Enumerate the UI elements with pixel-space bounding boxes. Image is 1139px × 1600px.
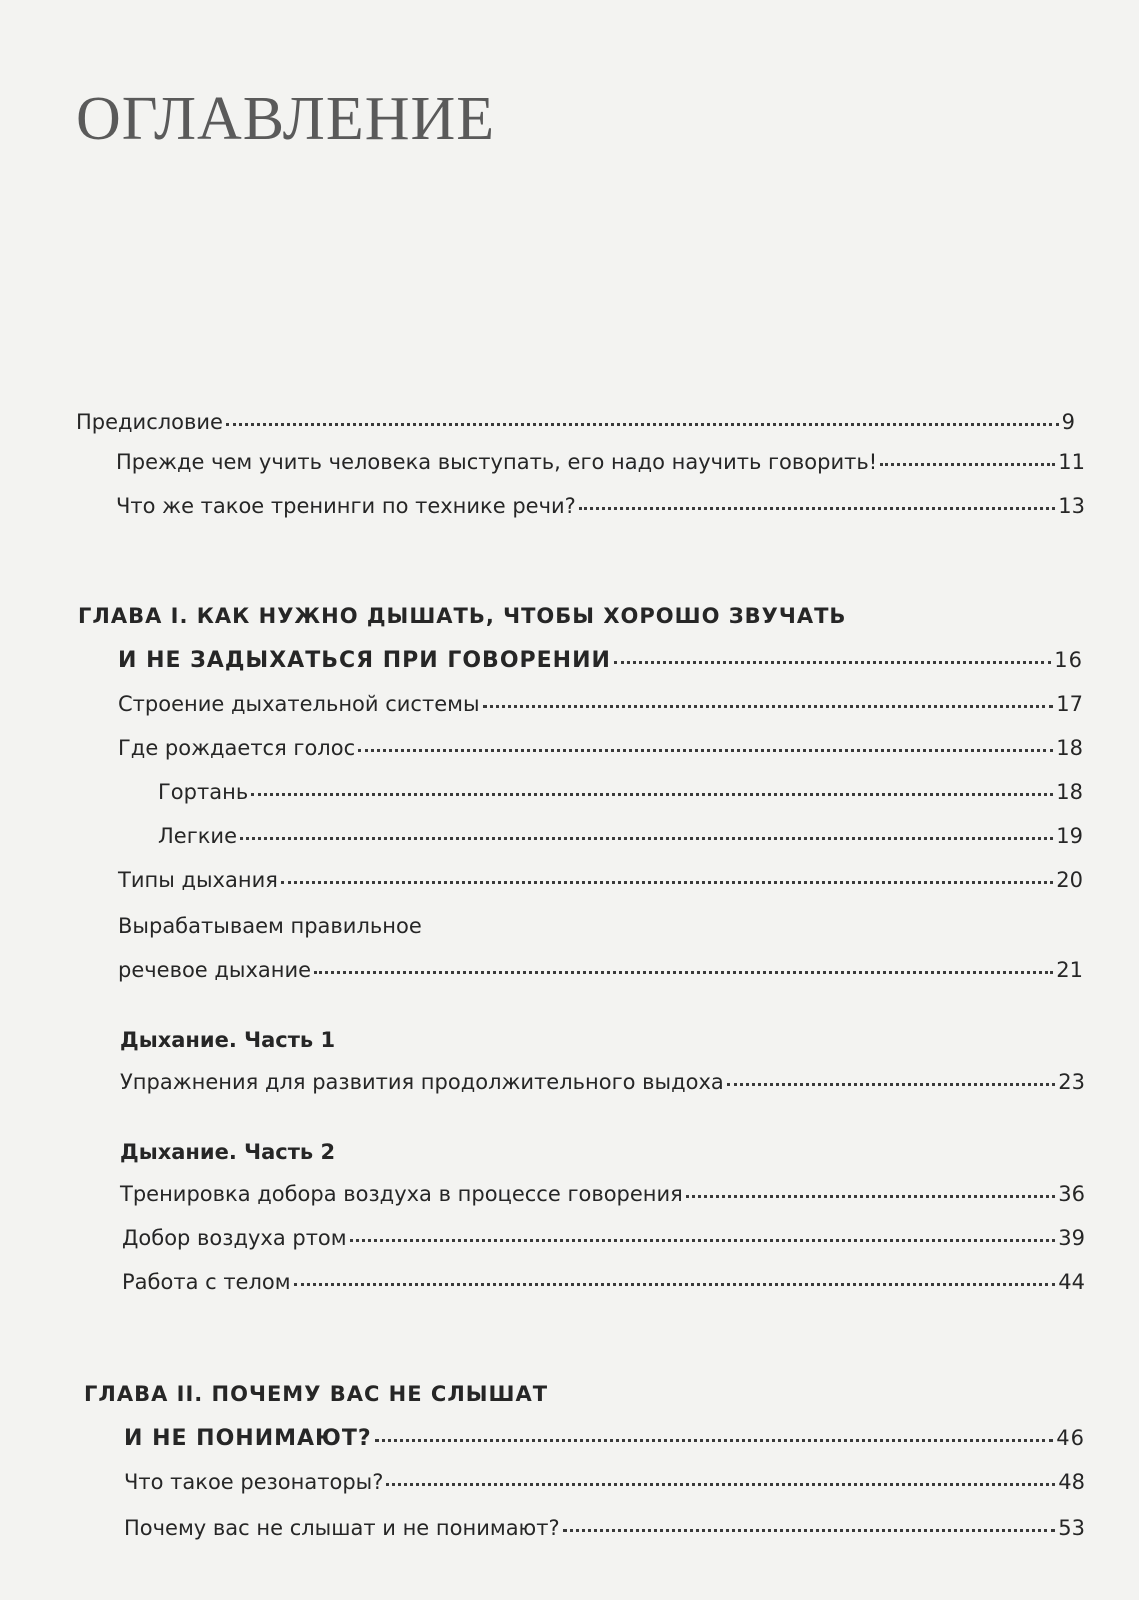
- toc-entry: [124, 1518, 1085, 1539]
- toc-page-number: 46: [1056, 1426, 1085, 1450]
- toc-page-number: 36: [1058, 1182, 1085, 1206]
- dot-leader: [314, 971, 1053, 974]
- chapter-heading-line1: ГЛАВА I. КАК НУЖНО ДЫШАТЬ, ЧТОБЫ ХОРОШО ЗВУЧАТЬ: [78, 604, 847, 628]
- dot-leader: [281, 881, 1053, 884]
- chapter-heading-line2: И НЕ ЗАДЫХАТЬСЯ ПРИ ГОВОРЕНИИ: [118, 648, 611, 673]
- dot-leader: [226, 423, 1059, 426]
- toc-page-number: 18: [1056, 780, 1083, 804]
- toc-entry-label: Легкие: [158, 824, 237, 848]
- dot-leader: [358, 749, 1053, 752]
- toc-entry-label-line2: речевое дыхание: [118, 958, 312, 982]
- toc-entry-label: Добор воздуха ртом: [122, 1226, 347, 1250]
- toc-entry: [120, 1072, 1085, 1093]
- dot-leader: [880, 463, 1055, 466]
- dot-leader: [386, 1483, 1055, 1486]
- toc-page-number: 44: [1058, 1270, 1085, 1294]
- toc-page-number: 39: [1058, 1226, 1085, 1250]
- toc-entry: [124, 1472, 1085, 1493]
- toc-entry: [122, 1228, 1085, 1249]
- toc-entry-label: Упражнения для развития продолжительного выдоха: [120, 1070, 724, 1094]
- chapter-heading-line1: ГЛАВА II. ПОЧЕМУ ВАС НЕ СЛЫШАТ: [84, 1382, 549, 1406]
- toc-entry-label: Гортань: [158, 780, 249, 804]
- toc-entry-label: Что же такое тренинги по технике речи?: [116, 494, 576, 518]
- toc-entry: [158, 826, 1083, 847]
- toc-page-number: 11: [1058, 450, 1085, 474]
- toc-page-number: 48: [1058, 1470, 1085, 1494]
- dot-leader: [251, 793, 1053, 796]
- dot-leader: [350, 1239, 1056, 1242]
- toc-entry-label: Где рождается голос: [118, 736, 356, 760]
- toc-page-number: 21: [1056, 958, 1083, 982]
- toc-entry-label: Тренировка добора воздуха в процессе говорения: [120, 1182, 683, 1206]
- toc-page-number: 20: [1056, 868, 1083, 892]
- dot-leader: [375, 1439, 1054, 1442]
- toc-entry: [158, 782, 1083, 803]
- dot-leader: [563, 1529, 1056, 1532]
- dot-leader: [483, 705, 1054, 708]
- page-title: ОГЛАВЛЕНИЕ: [76, 85, 496, 153]
- toc-page-number: 18: [1056, 736, 1083, 760]
- toc-entry-label: Предисловие: [76, 410, 223, 434]
- toc-entry: [118, 738, 1083, 759]
- toc-page-number: 53: [1058, 1516, 1085, 1540]
- toc-entry-label: Работа с телом: [122, 1270, 291, 1294]
- toc-entry: [116, 496, 1085, 517]
- toc-entry-label: Почему вас не слышат и не понимают?: [124, 1516, 560, 1540]
- toc-entry: [118, 960, 1083, 981]
- toc-entry-label: Типы дыхания: [118, 868, 278, 892]
- toc-page-number: 16: [1054, 648, 1083, 672]
- toc-entry: [120, 1184, 1085, 1205]
- dot-leader: [686, 1195, 1055, 1198]
- toc-page-number: 9: [1061, 410, 1075, 434]
- chapter-heading-line2: И НЕ ПОНИМАЮТ?: [124, 1426, 372, 1451]
- section-subheading: Дыхание. Часть 1: [120, 1028, 336, 1052]
- toc-entry: [122, 1272, 1085, 1293]
- toc-entry-label: Что такое резонаторы?: [124, 1470, 384, 1494]
- toc-page-number: 17: [1056, 692, 1083, 716]
- toc-page-number: 23: [1058, 1070, 1085, 1094]
- toc-entry-chapter-2: [124, 1428, 1085, 1450]
- toc-entry-label: Строение дыхательной системы: [118, 692, 480, 716]
- toc-entry: [118, 694, 1083, 715]
- toc-entry-label: Прежде чем учить человека выступать, его надо научить говорить!: [116, 450, 878, 474]
- toc-page-number: 13: [1058, 494, 1085, 518]
- dot-leader: [727, 1083, 1055, 1086]
- dot-leader: [240, 837, 1053, 840]
- toc-entry-foreword: [76, 412, 1075, 433]
- toc-entry: [118, 870, 1083, 891]
- dot-leader: [294, 1283, 1056, 1286]
- toc-entry: [116, 452, 1085, 473]
- toc-entry-chapter-1: [118, 650, 1083, 672]
- section-subheading: Дыхание. Часть 2: [120, 1140, 336, 1164]
- toc-page-number: 19: [1056, 824, 1083, 848]
- toc-entry-label-line1: Вырабатываем правильное: [118, 914, 422, 938]
- dot-leader: [614, 661, 1051, 664]
- dot-leader: [579, 507, 1055, 510]
